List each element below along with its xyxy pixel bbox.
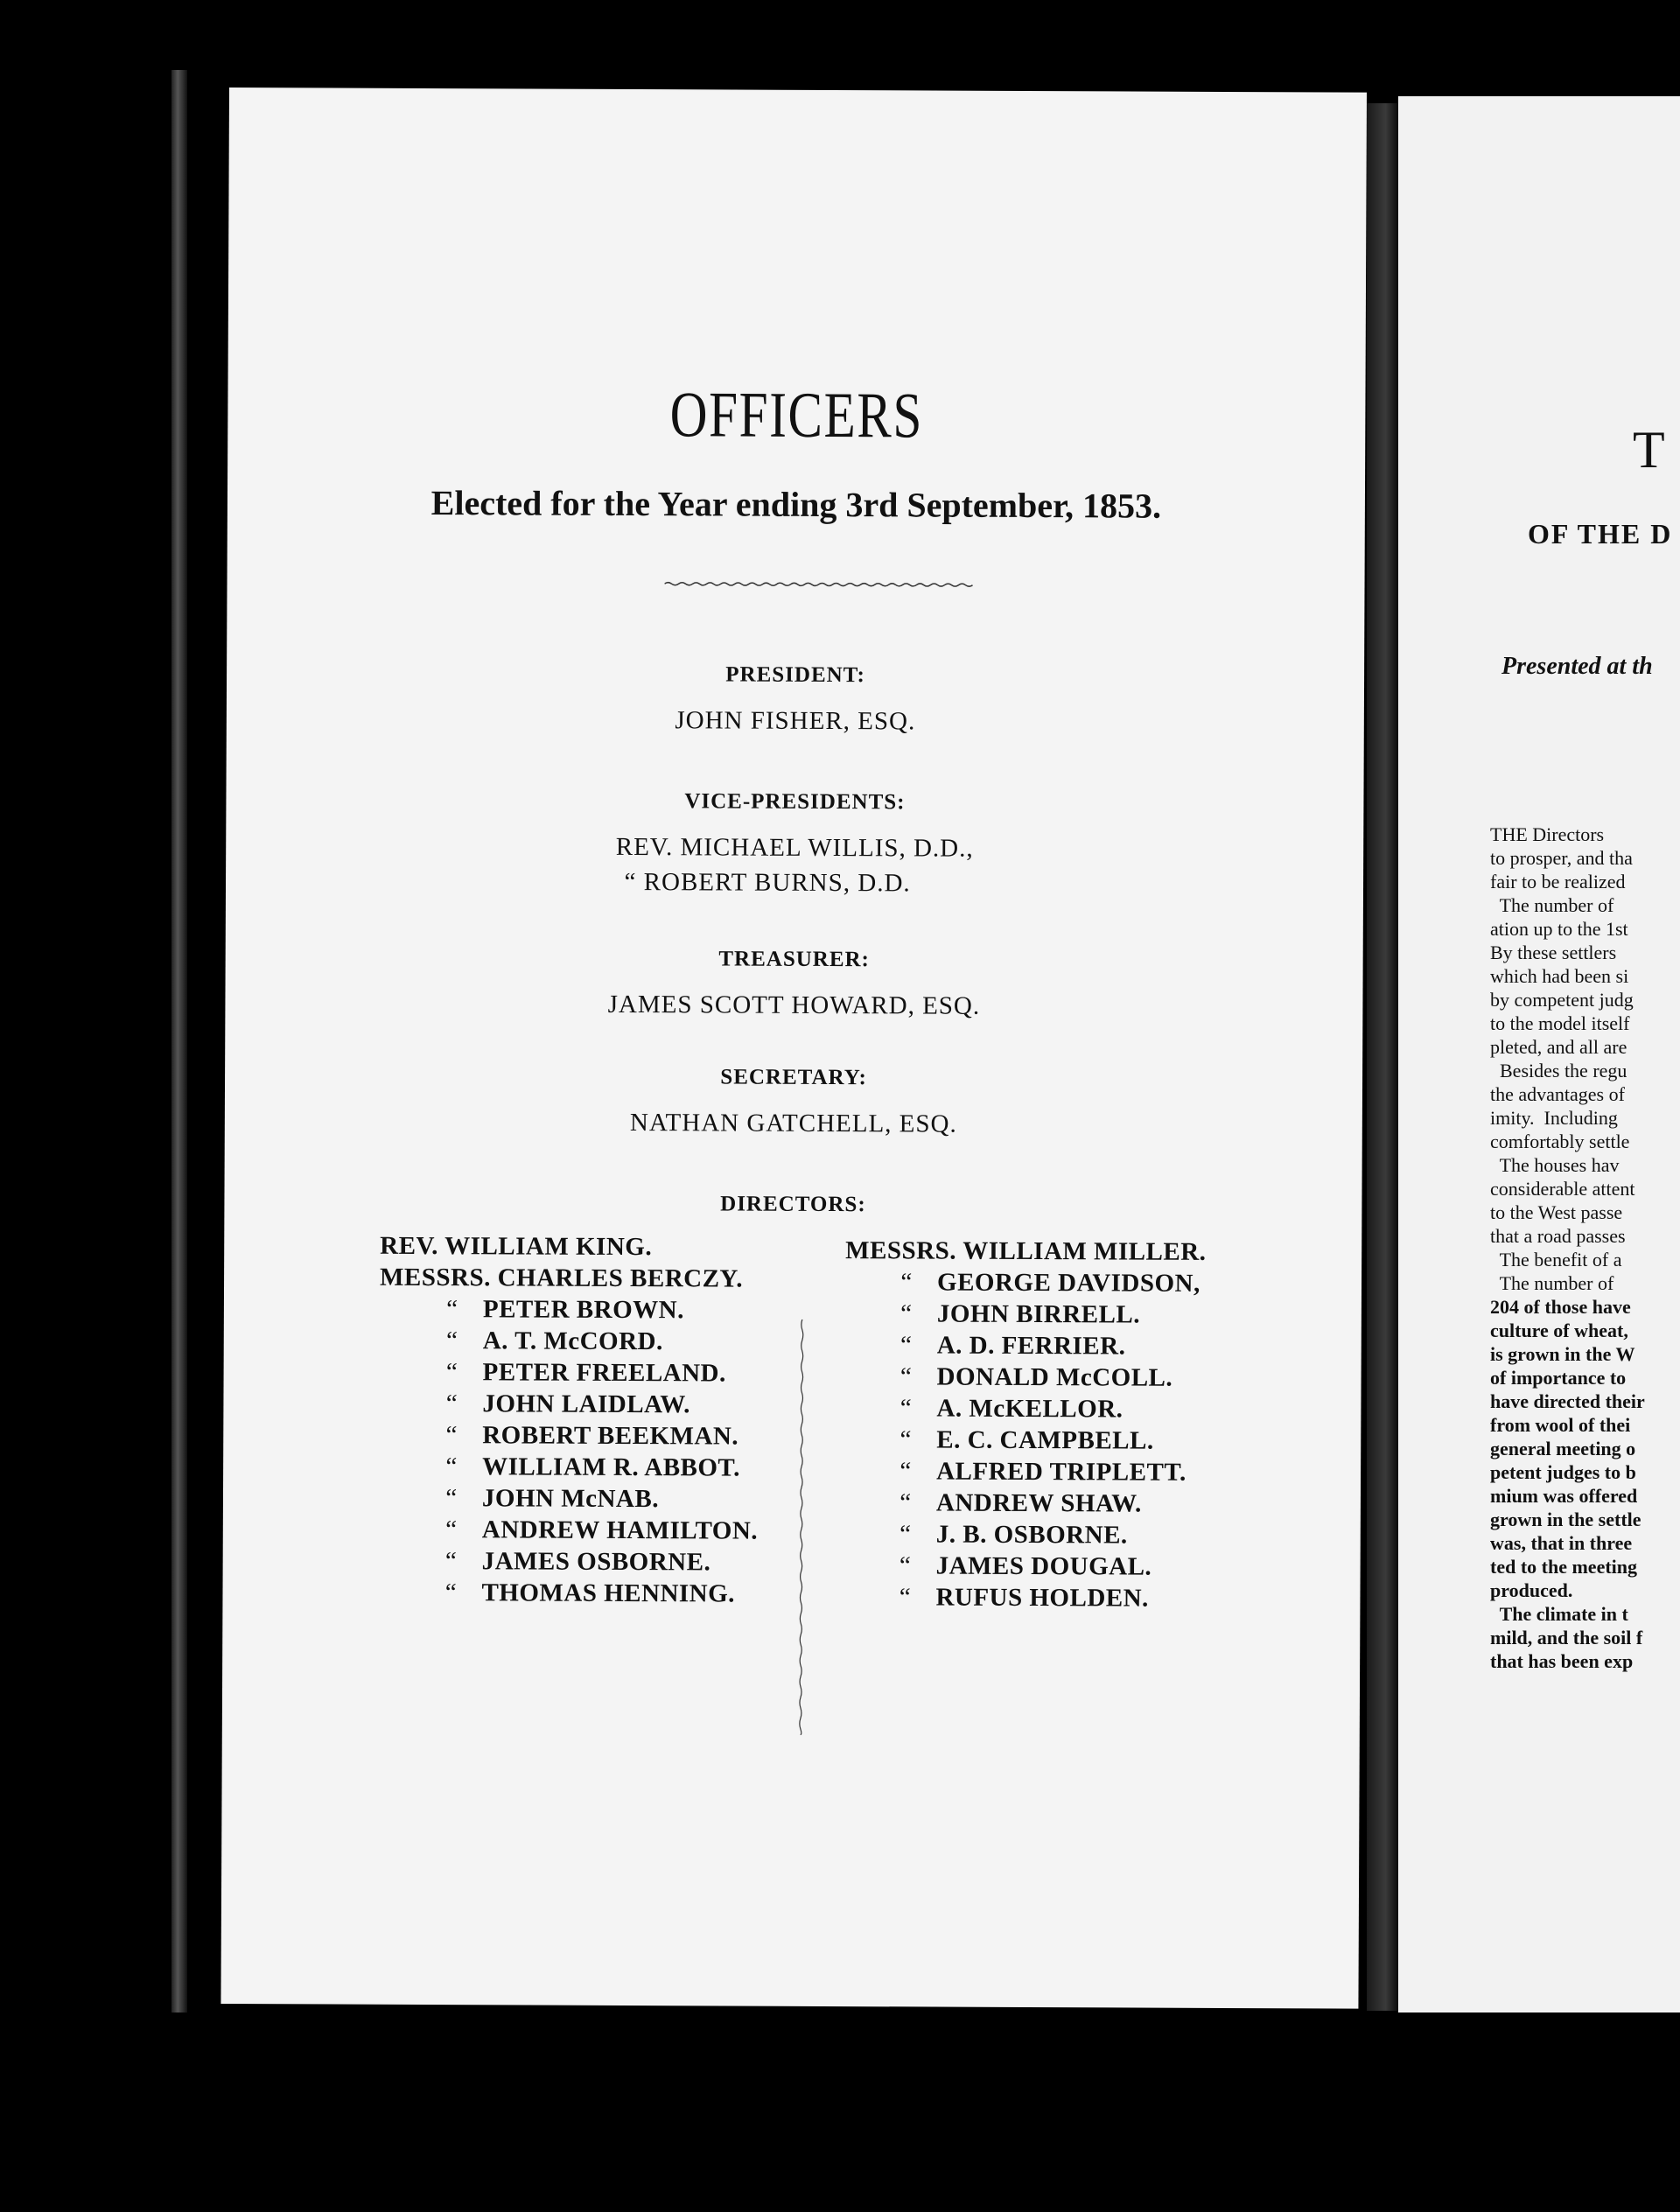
- right-page-title-fragment: T: [1633, 421, 1665, 479]
- body-text-line: considerable attent: [1490, 1178, 1635, 1200]
- body-text-line: culture of wheat,: [1490, 1320, 1628, 1341]
- director-name: JAMES DOUGAL.: [935, 1551, 1152, 1581]
- body-text-line: THE Directors: [1490, 823, 1605, 845]
- director-name: THOMAS HENNING.: [481, 1578, 736, 1608]
- directors-label: DIRECTORS:: [720, 1192, 866, 1217]
- director-name: DONALD McCOLL.: [936, 1362, 1173, 1392]
- body-text-line: The number of: [1490, 894, 1614, 916]
- right-page-presented-fragment: Presented at th: [1502, 653, 1653, 680]
- director-row: [844, 1581, 1204, 1614]
- directors-right-column: [844, 1235, 1206, 1614]
- body-text-line: petent judges to b: [1490, 1461, 1636, 1483]
- director-name: RUFUS HOLDEN.: [935, 1583, 1149, 1613]
- director-row: [379, 1514, 758, 1547]
- ditto-mark: “: [900, 1394, 913, 1423]
- body-text-line: imity. Including: [1490, 1107, 1618, 1129]
- director-row: [380, 1230, 759, 1264]
- ditto-mark: “: [445, 1421, 458, 1450]
- director-name: WILLIAM MILLER.: [962, 1236, 1207, 1266]
- body-text-line: ation up to the 1st: [1490, 918, 1628, 940]
- directors-left-column: [378, 1230, 759, 1610]
- director-name: WILLIAM R. ABBOT.: [482, 1452, 740, 1482]
- director-row: [844, 1518, 1205, 1551]
- director-row: [844, 1455, 1205, 1488]
- director-name: ANDREW HAMILTON.: [481, 1516, 759, 1545]
- ditto-mark: “: [899, 1551, 912, 1580]
- body-text-line: general meeting o: [1490, 1438, 1636, 1460]
- ditto-mark: “: [445, 1358, 458, 1387]
- secretary-section: [225, 1063, 1362, 1144]
- ditto-mark: “: [445, 1484, 458, 1513]
- body-text-line: produced.: [1490, 1579, 1573, 1601]
- ditto-mark: “: [900, 1362, 913, 1391]
- body-text-line: ted to the meeting: [1490, 1556, 1638, 1578]
- ditto-mark: “: [444, 1547, 458, 1576]
- wavy-divider: [665, 579, 980, 590]
- body-text-line: the advantages of: [1490, 1083, 1625, 1105]
- ditto-mark: “: [900, 1520, 912, 1549]
- director-prefix: REV.: [380, 1231, 439, 1261]
- director-row: [844, 1424, 1205, 1457]
- president-name: JOHN FISHER, ESQ.: [675, 706, 916, 736]
- body-text-line: comfortably settle: [1490, 1130, 1630, 1152]
- director-name: PETER BROWN.: [482, 1295, 684, 1325]
- director-row: [380, 1356, 759, 1390]
- director-row: [845, 1266, 1206, 1299]
- body-text-line: By these settlers: [1490, 942, 1617, 963]
- right-page-heading-fragment: OF THE D: [1528, 518, 1673, 550]
- body-text-line: of importance to: [1490, 1367, 1627, 1389]
- body-text-line: is grown in the W: [1490, 1343, 1635, 1365]
- treasurer-section: [225, 945, 1362, 1026]
- directors-section: [224, 1190, 1362, 1236]
- director-name: ALFRED TRIPLETT.: [936, 1457, 1186, 1487]
- body-text-line: The houses hav: [1490, 1154, 1620, 1176]
- ditto-mark: “: [445, 1516, 458, 1544]
- director-name: PETER FREELAND.: [482, 1358, 726, 1388]
- left-page: [220, 88, 1367, 2009]
- director-row: [380, 1293, 759, 1326]
- treasurer-label: TREASURER:: [718, 947, 870, 972]
- ditto-mark: “: [900, 1457, 912, 1486]
- body-text-line: to prosper, and tha: [1490, 847, 1633, 869]
- director-row: [379, 1451, 758, 1484]
- body-text-line: mium was offered: [1490, 1485, 1638, 1507]
- director-name: J. B. OSBORNE.: [935, 1520, 1128, 1550]
- director-name: A. T. McCORD.: [482, 1326, 663, 1356]
- director-row: [379, 1545, 758, 1578]
- column-divider: [798, 1320, 805, 1735]
- body-text-line: The number of: [1490, 1272, 1614, 1294]
- director-row: [844, 1392, 1205, 1425]
- director-row: [380, 1262, 759, 1295]
- ditto-mark: “: [899, 1583, 912, 1612]
- ditto-mark: “: [900, 1299, 913, 1328]
- body-text-line: 204 of those have: [1490, 1296, 1631, 1318]
- page-gutter: [1367, 103, 1398, 2011]
- body-text-line: to the model itself: [1490, 1012, 1630, 1034]
- vice-presidents-section: [226, 788, 1364, 903]
- body-text-line: to the West passe: [1490, 1201, 1623, 1223]
- director-name: A. McKELLOR.: [936, 1394, 1124, 1424]
- ditto-mark: “: [900, 1488, 912, 1517]
- director-name: WILLIAM KING.: [444, 1232, 653, 1262]
- body-text-line: that a road passes: [1490, 1225, 1626, 1247]
- vice-presidents-label: VICE-PRESIDENTS:: [684, 789, 906, 815]
- director-row: [379, 1419, 758, 1452]
- director-name: ANDREW SHAW.: [935, 1488, 1142, 1518]
- director-name: JOHN McNAB.: [481, 1484, 660, 1514]
- ditto-mark: “: [445, 1326, 458, 1355]
- body-text-line: fair to be realized: [1490, 871, 1626, 892]
- president-section: [227, 661, 1364, 741]
- president-label: PRESIDENT:: [725, 662, 865, 688]
- director-row: [845, 1298, 1206, 1331]
- director-row: [379, 1482, 758, 1516]
- director-name: JOHN BIRRELL.: [936, 1299, 1141, 1329]
- ditto-mark: “: [445, 1390, 458, 1418]
- ditto-mark: “: [446, 1295, 458, 1324]
- page-subtitle: Elected for the Year ending 3rd September, 1853.: [430, 483, 1162, 526]
- body-text-line: which had been si: [1490, 965, 1629, 987]
- secretary-name: NATHAN GATCHELL, ESQ.: [629, 1109, 957, 1138]
- page-title: OFFICERS: [669, 379, 924, 452]
- ditto-mark: “: [900, 1331, 913, 1360]
- director-prefix: MESSRS.: [845, 1236, 957, 1265]
- director-row: [845, 1329, 1206, 1362]
- secretary-label: SECRETARY:: [720, 1065, 867, 1090]
- director-name: ROBERT BEEKMAN.: [482, 1421, 739, 1451]
- ditto-mark: “: [900, 1268, 913, 1297]
- right-page: [1398, 96, 1680, 2012]
- body-text-line: The climate in t: [1490, 1603, 1628, 1625]
- director-name: E. C. CAMPBELL.: [936, 1425, 1154, 1455]
- ditto-mark: “: [900, 1425, 913, 1454]
- director-row: [380, 1325, 759, 1358]
- book-spine-shadow: [172, 70, 187, 2012]
- body-text-line: The benefit of a: [1490, 1249, 1622, 1270]
- director-name: CHARLES BERCZY.: [497, 1264, 744, 1293]
- ditto-mark: “: [444, 1578, 458, 1607]
- vice-president-line: REV. MICHAEL WILLIS, D.D.,: [615, 832, 974, 863]
- director-name: GEORGE DAVIDSON,: [936, 1268, 1200, 1298]
- director-row: [379, 1388, 758, 1421]
- vice-president-line: “ ROBERT BURNS, D.D.: [624, 867, 911, 898]
- director-row: [845, 1235, 1206, 1268]
- body-text-line: mild, and the soil f: [1490, 1627, 1643, 1648]
- body-text-line: was, that in three: [1490, 1532, 1633, 1554]
- body-text-line: have directed their: [1490, 1390, 1645, 1412]
- body-text-line: that has been exp: [1490, 1650, 1634, 1672]
- director-prefix: MESSRS.: [379, 1263, 491, 1292]
- body-text-line: from wool of thei: [1490, 1414, 1631, 1436]
- director-name: A. D. FERRIER.: [936, 1331, 1126, 1361]
- director-name: JAMES OSBORNE.: [481, 1547, 711, 1577]
- body-text-line: by competent judg: [1490, 989, 1634, 1011]
- director-row: [845, 1361, 1206, 1394]
- director-name: JOHN LAIDLAW.: [482, 1390, 690, 1419]
- director-row: [378, 1577, 757, 1610]
- director-row: [844, 1550, 1205, 1583]
- director-row: [844, 1487, 1205, 1520]
- body-text-line: grown in the settle: [1490, 1508, 1642, 1530]
- body-text-line: Besides the regu: [1490, 1060, 1628, 1082]
- ditto-mark: “: [445, 1452, 458, 1481]
- treasurer-name: JAMES SCOTT HOWARD, ESQ.: [607, 990, 981, 1020]
- body-text-line: pleted, and all are: [1490, 1036, 1628, 1058]
